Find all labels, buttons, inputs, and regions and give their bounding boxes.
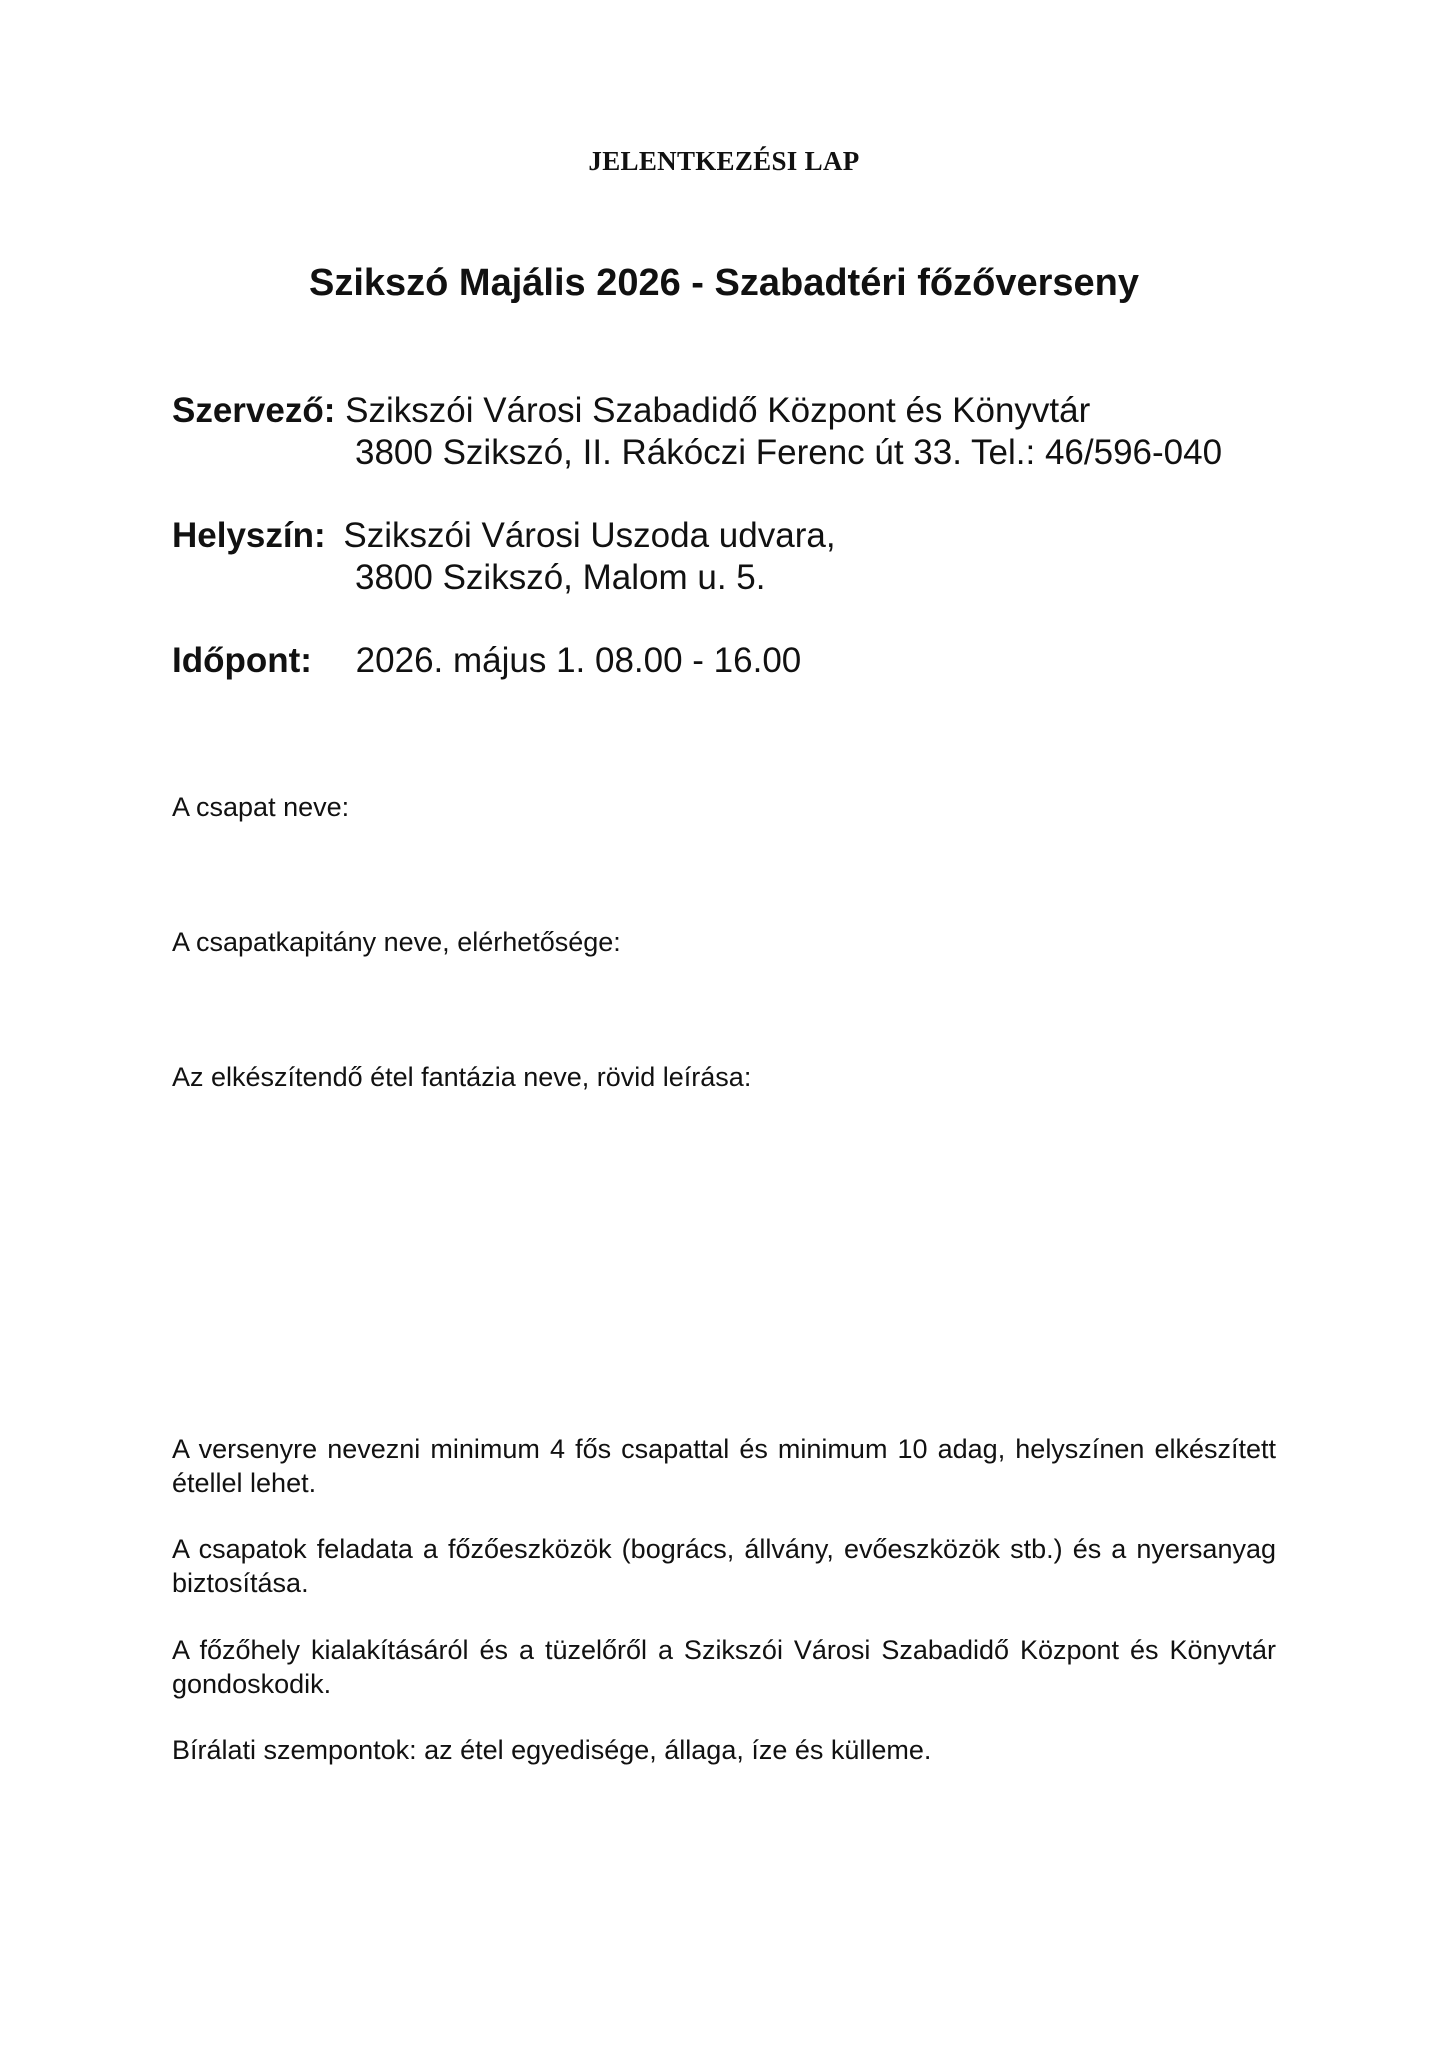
- team-name-field-label: A csapat neve:: [172, 792, 350, 822]
- venue-address: 3800 Szikszó, Malom u. 5.: [355, 558, 766, 597]
- time-value: 2026. május 1. 08.00 - 16.00: [355, 641, 802, 680]
- rule-paragraph-entry: A versenyre nevezni minimum 4 fős csapattal és minimum 10 adag, helyszínen elkészített étellel lehet.: [172, 1434, 1276, 1498]
- dish-description-field-label: Az elkészítendő étel fantázia neve, rövid leírása:: [172, 1062, 752, 1092]
- organizer-address: 3800 Szikszó, II. Rákóczi Ferenc út 33. Tel.: 46/596-040: [355, 433, 1223, 472]
- venue-name: Szikszói Városi Uszoda udvara,: [343, 516, 836, 555]
- venue-block: [172, 515, 836, 597]
- document-type-heading: JELENTKEZÉSI LAP: [588, 146, 860, 176]
- rule-paragraph-venue-provision: A főzőhely kialakításáról és a tüzelőről a Szikszói Városi Szabadidő Központ és Könyvtár gondoskodik.: [172, 1635, 1276, 1699]
- event-title: Szikszó Majális 2026 - Szabadtéri főzőverseny: [308, 262, 1139, 304]
- rule-paragraph-equipment: A csapatok feladata a főzőeszközök (bogrács, állvány, evőeszközök stb.) és a nyersanyag biztosítása.: [172, 1534, 1276, 1598]
- time-block: [172, 640, 801, 682]
- organizer-name: Szikszói Városi Szabadidő Központ és Könyvtár: [345, 391, 1091, 430]
- organizer-label: Szervező:: [172, 391, 336, 430]
- venue-label: Helyszín:: [172, 516, 326, 555]
- team-captain-field-label: A csapatkapitány neve, elérhetősége:: [172, 927, 621, 957]
- rule-paragraph-judging-criteria: Bírálati szempontok: az étel egyedisége, állaga, íze és külleme.: [172, 1735, 932, 1765]
- organizer-block: [172, 390, 1223, 472]
- time-label: Időpont:: [172, 641, 312, 680]
